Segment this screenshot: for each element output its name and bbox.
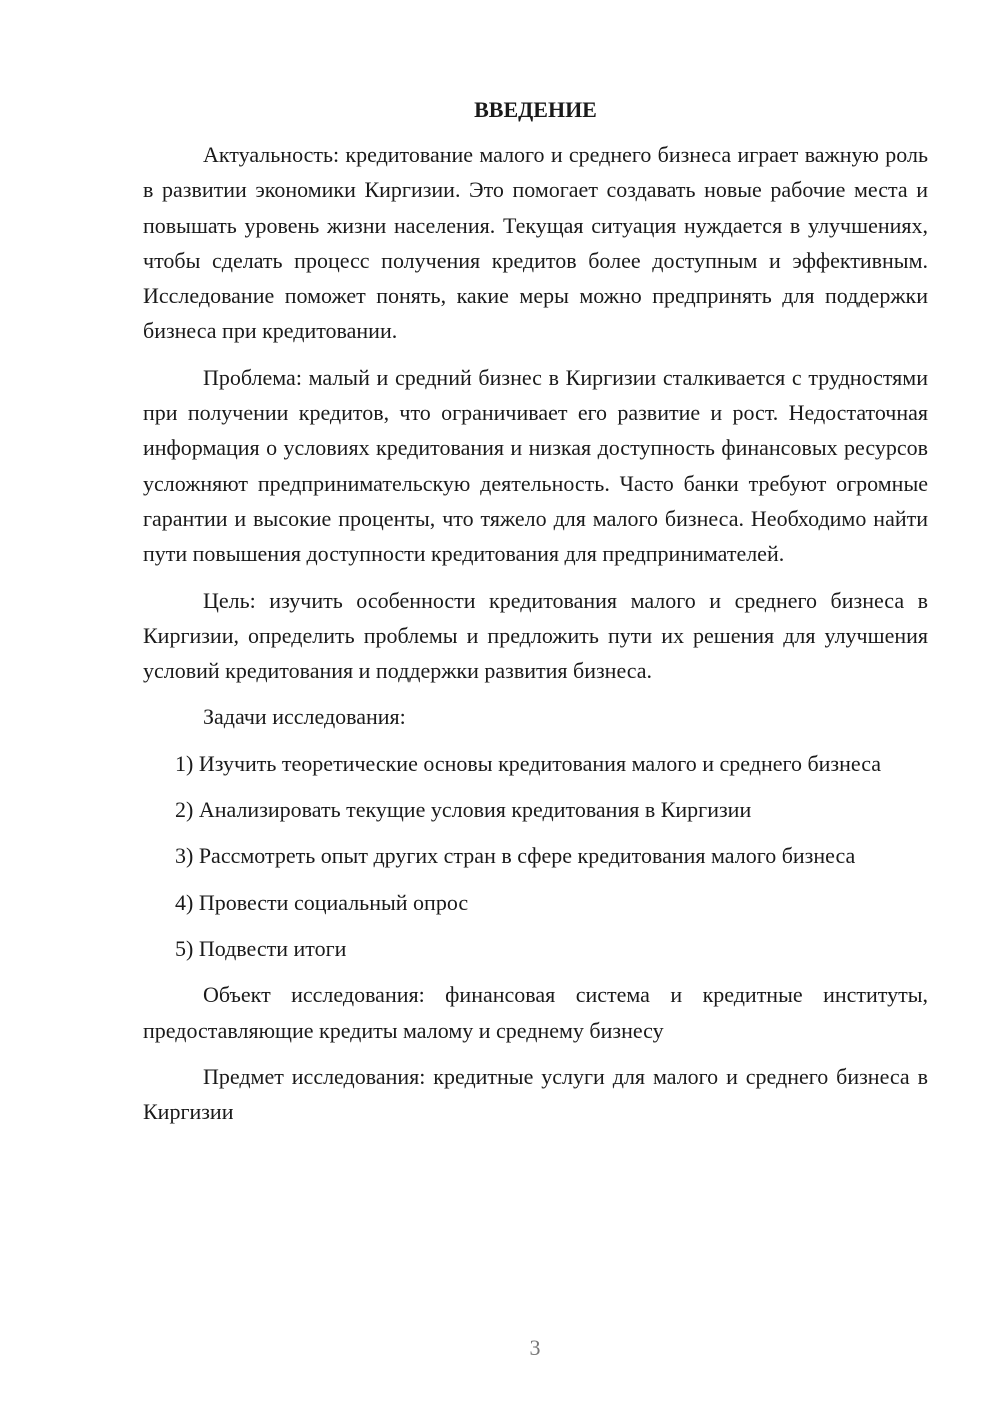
page-number: 3 (529, 1335, 541, 1360)
paragraph-relevance: Актуальность: кредитование малого и среднего бизнеса играет важную роль в развитии экономики Киргизии. Это помогает создавать новые рабочие места и повышать уровень жизни населения. Текущая ситуация нуждается в улучшениях, чтобы сделать процесс получения кредитов более доступным и эффективным. Исследование поможет понять, какие меры можно предпринять для поддержки бизнеса при кредитовании. (143, 142, 928, 344)
list-item: 4) Провести социальный опрос (175, 889, 469, 915)
paragraph-subject: Предмет исследования: кредитные услуги для малого и среднего бизнеса в Киргизии (143, 1063, 928, 1125)
page-title: ВВЕДЕНИЕ (474, 97, 597, 122)
paragraph-problem: Проблема: малый и средний бизнес в Киргизии сталкивается с трудностями при получении кредитов, что ограничивает его развитие и рост. Недостаточная информация о условиях кредитования и низкая доступность финансовых ресурсов усложняют предпринимательскую деятельность. Часто банки требуют огромные гарантии и высокие проценты, что тяжело для малого бизнеса. Необходимо найти пути повышения доступности кредитования для предпринимателей. (143, 364, 928, 567)
tasks-list (143, 746, 928, 966)
paragraph-object: Объект исследования: финансовая система и кредитные институты, предоставляющие кредиты малому и среднему бизнесу (143, 982, 928, 1043)
list-item: 3) Рассмотреть опыт других стран в сфере кредитования малого бизнеса (175, 843, 856, 869)
document-page (143, 92, 928, 1140)
paragraph-goal: Цель: изучить особенности кредитования малого и среднего бизнеса в Киргизии, определить проблемы и предложить пути их решения для улучшения условий кредитования и поддержки развития бизнеса. (143, 587, 928, 684)
list-item: 5) Подвести итоги (175, 935, 347, 961)
list-item: 2) Анализировать текущие условия кредитования в Киргизии (175, 797, 752, 823)
list-item: 1) Изучить теоретические основы кредитования малого и среднего бизнеса (175, 750, 882, 776)
tasks-heading: Задачи исследования: (203, 704, 406, 730)
